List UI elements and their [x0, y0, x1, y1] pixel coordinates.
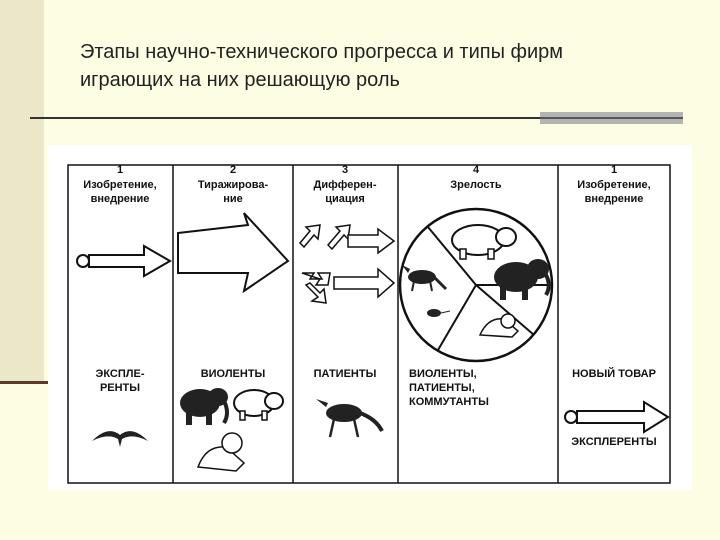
lion-icon	[198, 433, 244, 471]
stage-2-arrow-icon	[178, 213, 288, 291]
stage-1-label-line2: внедрение	[90, 193, 150, 205]
left-accent-bar	[0, 0, 44, 383]
stage-1-label-line1: Изобретение,	[83, 179, 157, 191]
stage-2-number: 2	[229, 164, 237, 176]
firm-type-3-line1: ПАТИЕНТЫ	[313, 368, 377, 380]
slide-title-line1: Этапы научно-технического прогресса и типы фирм	[80, 41, 564, 63]
left-accent-line	[0, 381, 48, 384]
fox-icon	[316, 399, 382, 437]
stage-4-number: 4	[472, 164, 480, 176]
lifecycle-diagram	[48, 145, 692, 490]
firm-type-1-line1: ЭКСПЛЕ-	[95, 368, 145, 380]
slide-title	[80, 38, 700, 94]
title-divider	[30, 117, 540, 119]
stage-2-label-line2: ние	[223, 193, 243, 205]
stage-5-number: 1	[610, 164, 618, 176]
title-divider-block	[540, 112, 683, 124]
firm-type-5-line1: НОВЫЙ ТОВАР	[572, 368, 656, 380]
firm-type-2-line1: ВИОЛЕНТЫ	[200, 368, 266, 380]
stage-4-label-line1: Зрелость	[450, 179, 502, 191]
stage-1-arrow-icon	[77, 246, 170, 276]
stage-3-label-line1: Дифферен-	[313, 179, 377, 191]
hippo-icon	[234, 390, 283, 420]
lifecycle-diagram-svg	[48, 145, 692, 490]
stage-5-label-line1: Изобретение,	[577, 179, 651, 191]
swallow-icon	[92, 431, 148, 447]
stage-1-number: 1	[116, 164, 124, 176]
stage-2-label-line1: Тиражирова-	[197, 179, 269, 191]
stage-3-number: 3	[341, 164, 349, 176]
firm-type-4-line1: ВИОЛЕНТЫ,	[409, 368, 477, 380]
stage-3-label-line2: циация	[325, 193, 365, 205]
firm-type-4-line3: КОММУТАНТЫ	[409, 396, 489, 408]
new-product-arrow-icon	[565, 402, 668, 432]
stage-3-arrows-icon	[300, 225, 394, 303]
elephant-icon	[180, 388, 228, 425]
firm-type-1-line2: РЕНТЫ	[99, 382, 141, 394]
stage-5-label-line2: внедрение	[584, 193, 644, 205]
firm-type-4-line2: ПАТИЕНТЫ,	[409, 382, 475, 394]
bottom-firm-label: ЭКСПЛЕРЕНТЫ	[571, 436, 657, 448]
slide-title-line2: играющих на них решающую роль	[80, 69, 400, 91]
